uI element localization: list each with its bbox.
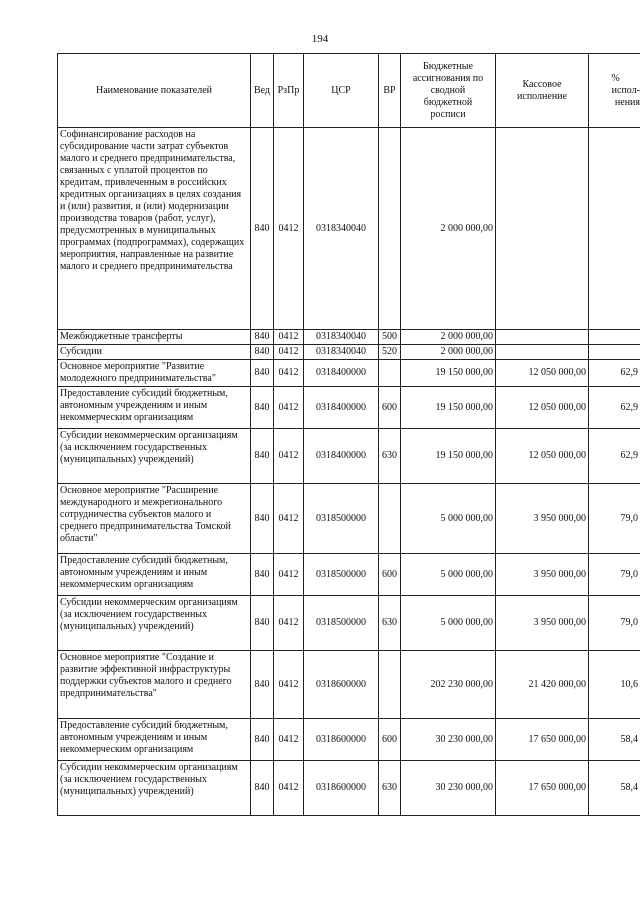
cell-rzpr: 0412: [274, 719, 304, 761]
cell-ved: 840: [251, 596, 274, 651]
cell-name: Предоставление субсидий бюджетным, автономным учреждениям и иным некоммерческим организациям: [58, 387, 251, 429]
cell-ved: 840: [251, 387, 274, 429]
table-row: [58, 554, 640, 596]
cell-rzpr: 0412: [274, 484, 304, 554]
cell-cash: [496, 345, 589, 360]
cell-budget: 5 000 000,00: [401, 596, 496, 651]
cell-csr: 0318500000: [304, 596, 379, 651]
cell-rzpr: 0412: [274, 429, 304, 484]
cell-name: Основное мероприятие "Расширение международного и межрегионального сотрудничества субъектов малого и среднего предпринимательства Томской области": [58, 484, 251, 554]
cell-cash: 17 650 000,00: [496, 761, 589, 816]
cell-vr: 630: [379, 761, 401, 816]
cell-csr: 0318340040: [304, 330, 379, 345]
header-cash-line: исполнение: [517, 90, 567, 102]
cell-vr: [379, 651, 401, 719]
cell-name: Основное мероприятие "Создание и развитие эффективной инфраструктуры поддержки субъектов малого и среднего предпринимательства": [58, 651, 251, 719]
cell-budget: 30 230 000,00: [401, 761, 496, 816]
table-row: [58, 387, 640, 429]
header-vr: ВР: [379, 54, 401, 128]
cell-cash: 21 420 000,00: [496, 651, 589, 719]
table-row: [58, 128, 640, 330]
table-header-row: [58, 54, 640, 128]
cell-budget: 5 000 000,00: [401, 554, 496, 596]
cell-name: Предоставление субсидий бюджетным, автономным учреждениям и иным некоммерческим организациям: [58, 554, 251, 596]
cell-ved: 840: [251, 360, 274, 387]
cell-csr: 0318400000: [304, 429, 379, 484]
table-row: [58, 761, 640, 816]
cell-cash: 12 050 000,00: [496, 360, 589, 387]
header-ved: Вед: [251, 54, 274, 128]
cell-percent: 62,9: [589, 387, 640, 429]
cell-csr: 0318600000: [304, 761, 379, 816]
header-cash: [496, 54, 589, 128]
cell-cash: 3 950 000,00: [496, 554, 589, 596]
header-csr: ЦСР: [304, 54, 379, 128]
cell-name: Основное мероприятие "Развитие молодежного предпринимательства": [58, 360, 251, 387]
cell-budget: 30 230 000,00: [401, 719, 496, 761]
cell-rzpr: 0412: [274, 554, 304, 596]
cell-vr: [379, 360, 401, 387]
header-rzpr: РзПр: [274, 54, 304, 128]
cell-vr: 630: [379, 596, 401, 651]
cell-csr: 0318340040: [304, 345, 379, 360]
cell-rzpr: 0412: [274, 651, 304, 719]
cell-cash: [496, 330, 589, 345]
cell-vr: 520: [379, 345, 401, 360]
header-percent-line: нения: [614, 96, 640, 108]
cell-ved: 840: [251, 345, 274, 360]
cell-ved: 840: [251, 128, 274, 330]
cell-percent: 62,9: [589, 360, 640, 387]
cell-vr: 600: [379, 554, 401, 596]
cell-ved: 840: [251, 429, 274, 484]
header-percent-line: испол-: [611, 84, 640, 96]
cell-rzpr: 0412: [274, 596, 304, 651]
cell-budget: 5 000 000,00: [401, 484, 496, 554]
cell-percent: 58,4: [589, 719, 640, 761]
cell-rzpr: 0412: [274, 128, 304, 330]
cell-name: Субсидии некоммерческим организациям (за исключением государственных (муниципальных) учреждений): [58, 761, 251, 816]
header-percent-line: %: [611, 72, 620, 84]
cell-rzpr: 0412: [274, 387, 304, 429]
cell-name: Субсидии некоммерческим организациям (за исключением государственных (муниципальных) учреждений): [58, 429, 251, 484]
table-row: [58, 330, 640, 345]
cell-cash: [496, 128, 589, 330]
cell-vr: 600: [379, 387, 401, 429]
cell-percent: [589, 128, 640, 330]
cell-cash: 3 950 000,00: [496, 596, 589, 651]
cell-percent: 10,6: [589, 651, 640, 719]
cell-rzpr: 0412: [274, 360, 304, 387]
page-number: 194: [311, 33, 329, 45]
cell-ved: 840: [251, 651, 274, 719]
cell-cash: 3 950 000,00: [496, 484, 589, 554]
cell-percent: 62,9: [589, 429, 640, 484]
cell-ved: 840: [251, 761, 274, 816]
header-budget-line: росписи: [430, 108, 466, 120]
cell-percent: [589, 345, 640, 360]
header-budget-line: ассигнования по: [412, 72, 484, 84]
cell-name: Субсидии некоммерческим организациям (за исключением государственных (муниципальных) учреждений): [58, 596, 251, 651]
cell-rzpr: 0412: [274, 330, 304, 345]
cell-budget: 2 000 000,00: [401, 345, 496, 360]
cell-name: Софинансирование расходов на субсидирование части затрат субъектов малого и среднего предпринимательства, связанных с уплатой процентов по кредитам, привлеченным в российских кредитных организациях в целях создания и (или) развития, и (или) модернизации производства товаров (работ, услуг), предусмотренных в муниципальных программах (подпрограммах), содержащих мероприятия, направленные на развитие малого и среднего предпринимательства: [58, 128, 251, 330]
table-row: [58, 719, 640, 761]
cell-percent: [589, 330, 640, 345]
cell-budget: 19 150 000,00: [401, 429, 496, 484]
table-row: [58, 360, 640, 387]
cell-vr: 500: [379, 330, 401, 345]
cell-cash: 12 050 000,00: [496, 387, 589, 429]
cell-percent: 79,0: [589, 554, 640, 596]
cell-cash: 17 650 000,00: [496, 719, 589, 761]
cell-vr: 600: [379, 719, 401, 761]
header-budget-line: бюджетной: [423, 96, 473, 108]
table-row: [58, 345, 640, 360]
budget-table: [57, 53, 640, 816]
cell-csr: 0318500000: [304, 554, 379, 596]
cell-rzpr: 0412: [274, 761, 304, 816]
cell-budget: 202 230 000,00: [401, 651, 496, 719]
table-row: [58, 596, 640, 651]
header-budget: [401, 54, 496, 128]
header-name: Наименование показателей: [58, 54, 251, 128]
cell-ved: 840: [251, 719, 274, 761]
cell-name: Межбюджетные трансферты: [58, 330, 251, 345]
cell-vr: [379, 484, 401, 554]
cell-budget: 2 000 000,00: [401, 128, 496, 330]
cell-percent: 79,0: [589, 596, 640, 651]
cell-ved: 840: [251, 484, 274, 554]
cell-percent: 58,4: [589, 761, 640, 816]
cell-cash: 12 050 000,00: [496, 429, 589, 484]
table-row: [58, 484, 640, 554]
cell-csr: 0318500000: [304, 484, 379, 554]
header-percent: [589, 54, 640, 128]
cell-percent: 79,0: [589, 484, 640, 554]
cell-csr: 0318600000: [304, 651, 379, 719]
table-body: [58, 128, 640, 816]
cell-vr: 630: [379, 429, 401, 484]
cell-name: Субсидии: [58, 345, 251, 360]
cell-budget: 19 150 000,00: [401, 360, 496, 387]
cell-ved: 840: [251, 554, 274, 596]
cell-vr: [379, 128, 401, 330]
cell-csr: 0318400000: [304, 360, 379, 387]
header-budget-line: сводной: [430, 84, 466, 96]
cell-rzpr: 0412: [274, 345, 304, 360]
cell-csr: 0318340040: [304, 128, 379, 330]
table-row: [58, 429, 640, 484]
cell-csr: 0318600000: [304, 719, 379, 761]
cell-name: Предоставление субсидий бюджетным, автономным учреждениям и иным некоммерческим организациям: [58, 719, 251, 761]
cell-ved: 840: [251, 330, 274, 345]
header-budget-line: Бюджетные: [423, 60, 473, 72]
cell-budget: 2 000 000,00: [401, 330, 496, 345]
header-cash-line: Кассовое: [522, 78, 562, 90]
cell-csr: 0318400000: [304, 387, 379, 429]
table-row: [58, 651, 640, 719]
cell-budget: 19 150 000,00: [401, 387, 496, 429]
